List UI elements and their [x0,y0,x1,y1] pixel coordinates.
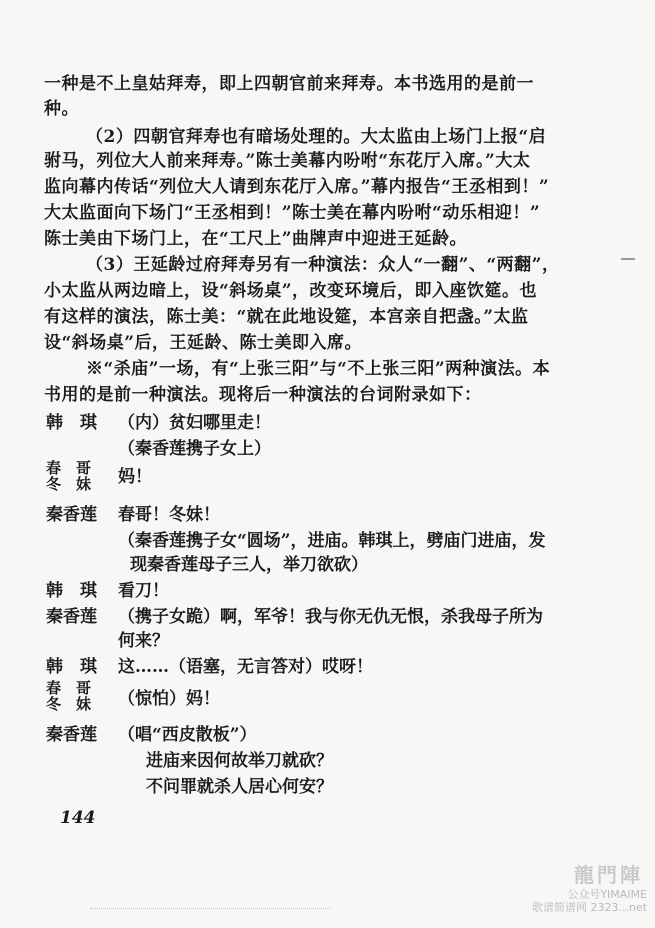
speech-text: （惊怕）妈！ [118,689,220,709]
speech-text: 何来？ [118,631,169,651]
text-line: 小太监从两边暗上，设“斜场桌”，改变环境后，即入座饮筵。也 [44,281,538,301]
text-line: 陈士美由下场门上，在“工尺上”曲牌声中迎进王延龄。 [44,229,468,249]
verse-line: 不问罪就杀人居心何安？ [146,777,333,797]
text-line: 监向幕内传话“列位大人请到东花厅入席。”幕内报告“王丞相到！” [44,177,550,197]
text-line: 有这样的演法，陈士美：“就在此地设筵，本宫亲自把盏。”太监 [44,307,529,327]
speech-text: 这……（语塞，无言答对）哎呀！ [118,657,373,677]
stage-direction: 现秦香莲母子三人，举刀欲砍） [130,555,368,575]
speaker-name: 韩 琪 [46,413,97,433]
speech-text: （内）贫妇哪里走！ [118,413,271,433]
text-line: 书用的是前一种演法。现将后一种演法的台词附录如下： [44,385,482,405]
speaker-name: 冬 妹 [46,475,92,493]
watermark [532,888,647,914]
text-line: 大太监面向下场门“王丞相到！”陈士美在幕内吩咐“动乐相迎！” [44,203,541,223]
speaker-name: 秦香莲 [46,505,97,525]
scan-artifact [90,908,330,911]
stage-direction: （秦香莲携子女上） [118,439,271,459]
verse-line: 进庙来因何故举刀就砍？ [146,751,333,771]
watermark-line: 公众号YIMAIME [567,888,647,901]
text-line: 种。 [44,99,79,119]
speaker-name: 韩 琪 [46,581,97,601]
speaker-name: 秦香莲 [46,725,97,745]
speaker-name: 韩 琪 [46,657,97,677]
speaker-name: 冬 妹 [46,695,92,713]
text-line: ※“杀庙”一场，有“上张三阳”与“不上张三阳”两种演法。本 [86,359,551,379]
stage-direction: （秦香莲携子女“圆场”，进庙。韩琪上，劈庙门进庙，发 [118,531,546,551]
text-line: 一种是不上皇姑拜寿，即上四朝官前来拜寿。本书选用的是前一 [44,74,534,94]
text-line: （2）四朝官拜寿也有暗场处理的。大太监由上场门上报“启 [86,127,547,147]
speech-text: （唱“西皮散板”） [118,725,257,745]
speaker-name: 春 哥 [46,679,92,697]
speech-text: （携子女跪）啊，军爷！我与你无仇无恨，杀我母子所为 [118,607,543,627]
speaker-name: 春 哥 [46,459,92,477]
speech-text: 妈！ [118,467,152,487]
text-line: 驸马，列位大人前来拜寿。”陈士美幕内吩咐“东花厅入席。”大太 [44,151,531,171]
watermark-line: 歌谱简谱网 2323...net [531,901,647,914]
text-line: （3）王延龄过府拜寿另有一种演法：众人“一翻”、“两翻”， [86,255,560,275]
watermark-logo: 龍門陣 [574,863,643,887]
speaker-name: 秦香莲 [46,607,97,627]
text-line: 设“斜场桌”后，王延龄、陈士美即入席。 [44,333,363,353]
page-number: 144 [60,808,96,828]
speech-text: 春哥！冬妹！ [118,505,220,525]
speech-text: 看刀！ [118,581,169,601]
scan-speck [621,258,635,260]
